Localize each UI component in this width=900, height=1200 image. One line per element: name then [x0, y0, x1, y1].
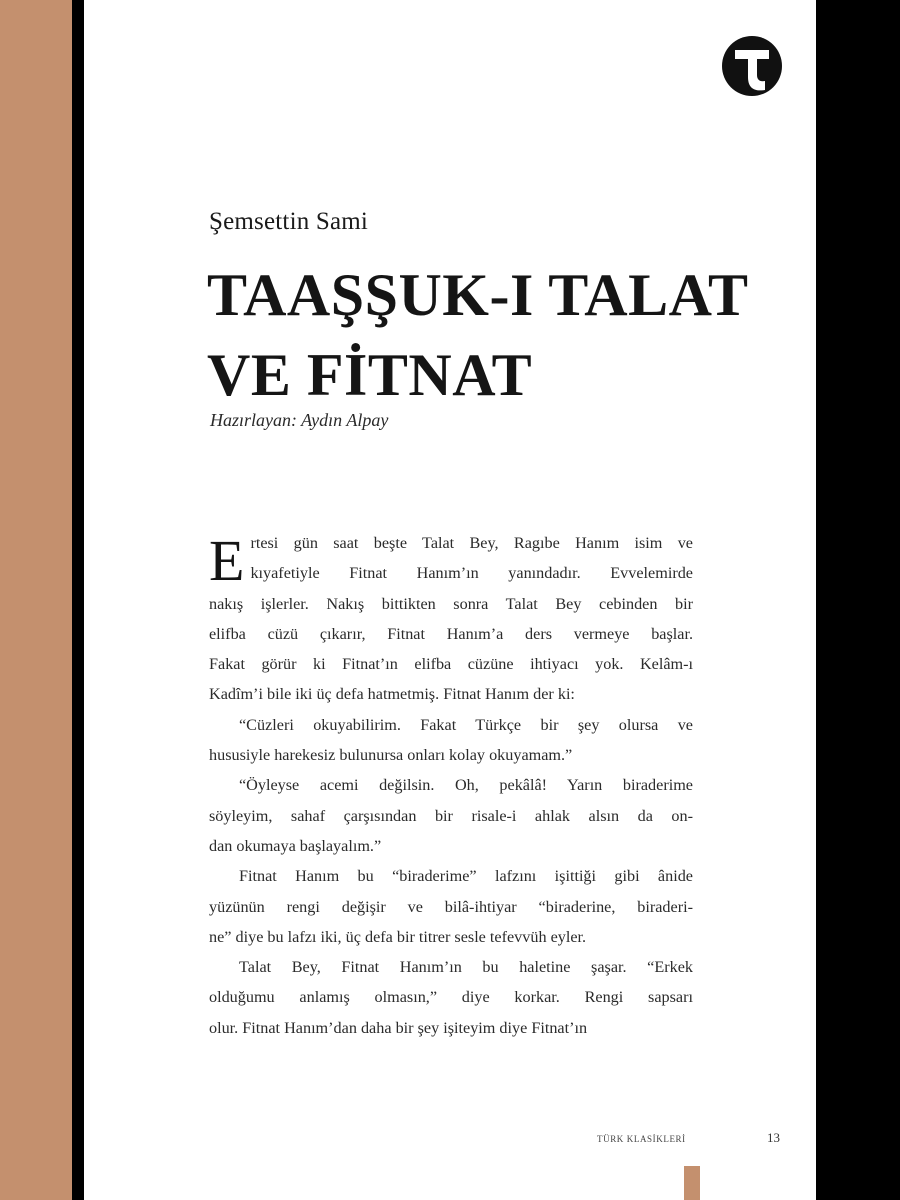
body-line-text: ne” diye bu lafzı iki, üç defa bir titrer sesle tefevvüh eyler.: [209, 927, 587, 946]
body-line: [209, 770, 693, 800]
body-line-text: olduğumu anlamış olmasın,” diye korkar. Rengi sapsarı: [209, 988, 693, 1007]
body-line: [209, 952, 693, 982]
book-page: [84, 0, 816, 1200]
body-line-text: nakış işlerler. Nakış bittikten sonra Talat Bey cebinden bir: [209, 594, 693, 613]
body-line: [209, 982, 693, 1012]
publisher-logo-icon: [721, 35, 783, 97]
body-line: [209, 892, 693, 922]
body-line: [209, 589, 693, 619]
body-line: [209, 831, 693, 861]
body-line-text: “Öyleyse acemi değilsin. Oh, pekâlâ! Yarın biraderime: [239, 776, 693, 795]
body-line-text: yüzünün rengi değişir ve bilâ-ihtiyar “biraderine, biraderi-: [209, 897, 693, 916]
drop-cap: E: [209, 528, 245, 593]
book-title-line: TAAŞŞUK-I TALAT: [207, 262, 749, 328]
page-number: 13: [767, 1130, 780, 1145]
body-line-text: rtesi gün saat beşte Talat Bey, Ragıbe Hanım isim ve: [250, 534, 693, 552]
body-line: [209, 740, 693, 770]
body-line-text: söyleyim, sahaf çarşısından bir risale-i ahlak alsın da on-: [209, 806, 693, 825]
book-title: [207, 255, 807, 415]
body-line-text: Kadîm’i bile iki üç defa hatmetmiş. Fitnat Hanım der ki:: [209, 685, 575, 704]
body-line-text: Talat Bey, Fitnat Hanım’ın bu haletine şaşar. “Erkek: [239, 958, 693, 977]
body-line: [209, 558, 693, 588]
page-edge-tab: [684, 1166, 700, 1200]
spine-accent-bar: [0, 0, 72, 1200]
body-text: [209, 528, 693, 1043]
body-line-text: olur. Fitnat Hanım’dan daha bir şey işiteyim diye Fitnat’ın: [209, 1018, 588, 1037]
body-line: [209, 861, 693, 891]
body-line: [209, 649, 693, 679]
author-name: Şemsettin Sami: [209, 208, 369, 235]
body-line: [209, 1013, 693, 1043]
series-label: TÜRK KLASİKLERİ: [597, 1134, 686, 1144]
body-line-text: hususiyle harekesiz bulunursa onları kolay okuyamam.”: [209, 746, 573, 765]
book-title-line: VE FİTNAT: [207, 342, 533, 408]
body-line-text: dan okumaya başlayalım.”: [209, 836, 382, 855]
body-line: [209, 922, 693, 952]
body-line-text: elifba cüzü çıkarır, Fitnat Hanım’a ders vermeye başlar.: [209, 624, 693, 643]
body-line-text: kıyafetiyle Fitnat Hanım’ın yanındadır. Evvelemirde: [250, 564, 693, 583]
body-line-text: Fitnat Hanım bu “biraderime” lafzını işittiği gibi ânide: [239, 867, 693, 886]
editor-credit: Hazırlayan: Aydın Alpay: [210, 410, 389, 430]
body-line: [209, 710, 693, 740]
body-line: [209, 679, 693, 709]
body-line-text: Fakat görür ki Fitnat’ın elifba cüzüne ihtiyacı yok. Kelâm-ı: [209, 655, 693, 674]
body-line: [209, 801, 693, 831]
body-line: [209, 619, 693, 649]
body-line-text: “Cüzleri okuyabilirim. Fakat Türkçe bir şey olursa ve: [239, 715, 693, 734]
